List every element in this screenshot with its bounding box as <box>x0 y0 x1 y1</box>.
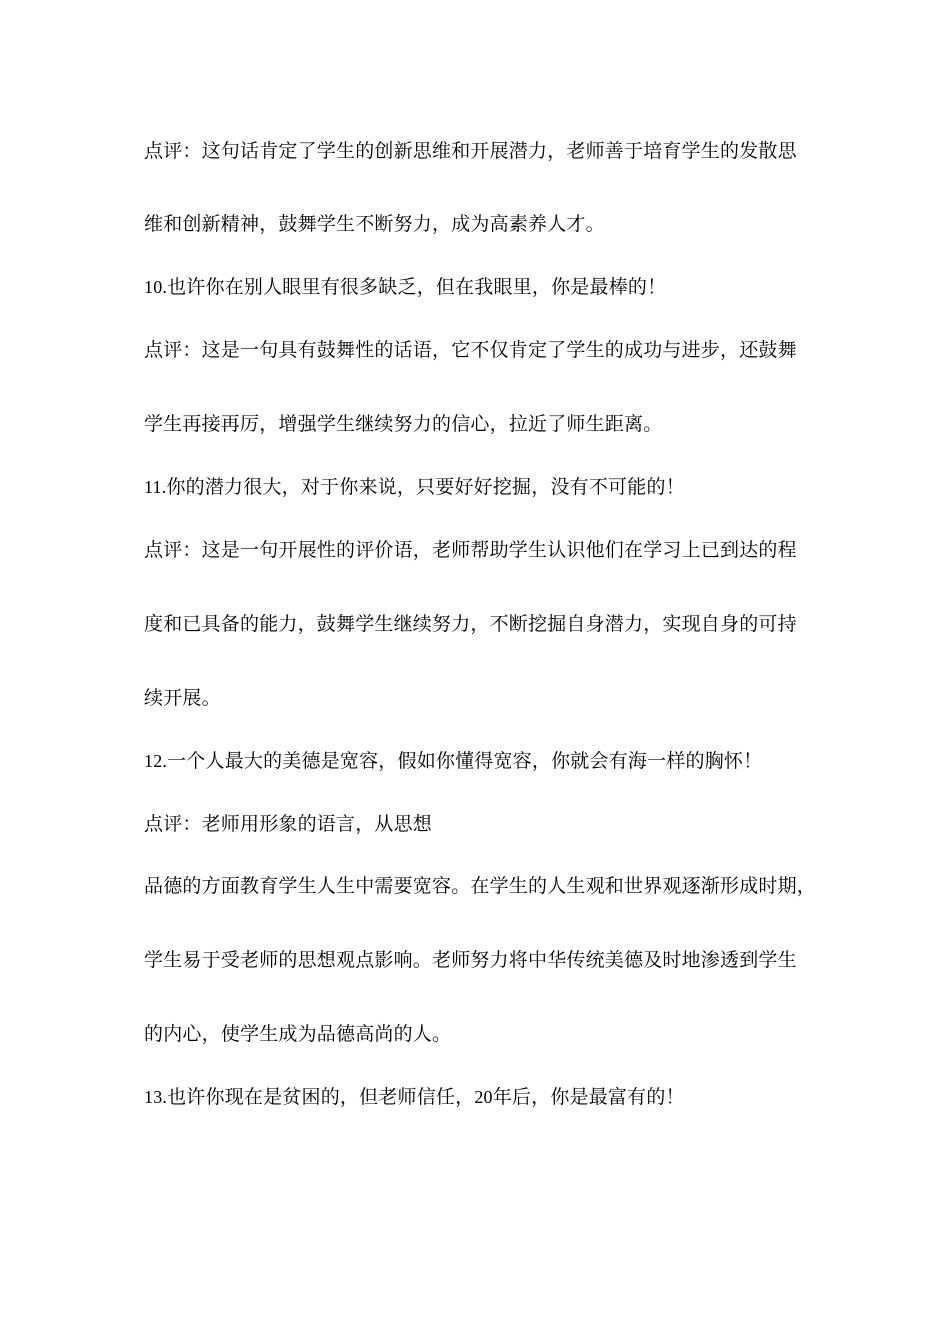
comment-9-line-1 <box>144 139 797 163</box>
comment-11-line-1 <box>144 538 797 562</box>
text: 品德的方面教育学生人生中需要宽容。在学生的人生观和世界观逐渐形成时期， <box>144 875 817 897</box>
comment-10-line-2 <box>144 412 662 436</box>
text: 度和已具备的能力，鼓舞学生继续努力，不断挖掘自身潜力，实现自身的可持 <box>144 613 797 635</box>
comment-12-line-3 <box>144 948 797 972</box>
item-text: 也许你在别人眼里有很多缺乏，但在我眼里，你是最棒的！ <box>167 276 667 298</box>
item-text: 一个人最大的美德是宽容，假如你懂得宽容，你就会有海一样的胸怀！ <box>167 750 763 772</box>
item-text-tail: 年后，你是最富有的！ <box>492 1086 685 1108</box>
text: 点评：这是一句具有鼓舞性的话语，它不仅肯定了学生的成功与进步，还鼓舞 <box>144 339 797 361</box>
item-number: 11. <box>144 477 167 497</box>
text: 点评：这句话肯定了学生的创新思维和开展潜力，老师善于培育学生的发散思 <box>144 140 797 162</box>
comment-12-line-1 <box>144 812 432 836</box>
item-year-number: 20 <box>474 1087 493 1107</box>
text: 续开展。 <box>144 687 221 709</box>
comment-11-line-3 <box>144 686 221 710</box>
item-10 <box>144 275 666 299</box>
item-text: 你的潜力很大，对于你来说，只要好好挖掘，没有不可能的！ <box>166 476 685 498</box>
comment-11-line-2 <box>144 612 797 636</box>
text: 维和创新精神，鼓舞学生不断努力，成为高素养人才。 <box>144 213 605 235</box>
comment-12-line-4 <box>144 1022 451 1046</box>
text: 的内心，使学生成为品德高尚的人。 <box>144 1023 452 1045</box>
text: 点评：这是一句开展性的评价语，老师帮助学生认识他们在学习上已到达的程 <box>144 539 797 561</box>
item-12 <box>144 749 762 773</box>
comment-9-line-2 <box>144 212 605 236</box>
comment-10-line-1 <box>144 338 797 362</box>
item-11 <box>144 475 685 499</box>
text: 点评：老师用形象的语言，从思想 <box>144 813 433 835</box>
item-text: 也许你现在是贫困的，但老师信任， <box>167 1086 475 1108</box>
item-number: 10. <box>144 277 168 297</box>
comment-12-line-2 <box>144 874 816 898</box>
item-number: 12. <box>144 751 168 771</box>
item-13 <box>144 1085 685 1109</box>
item-number: 13. <box>144 1087 168 1107</box>
text: 学生易于受老师的思想观点影响。老师努力将中华传统美德及时地渗透到学生 <box>144 949 797 971</box>
text: 学生再接再厉，增强学生继续努力的信心，拉近了师生距离。 <box>144 413 663 435</box>
